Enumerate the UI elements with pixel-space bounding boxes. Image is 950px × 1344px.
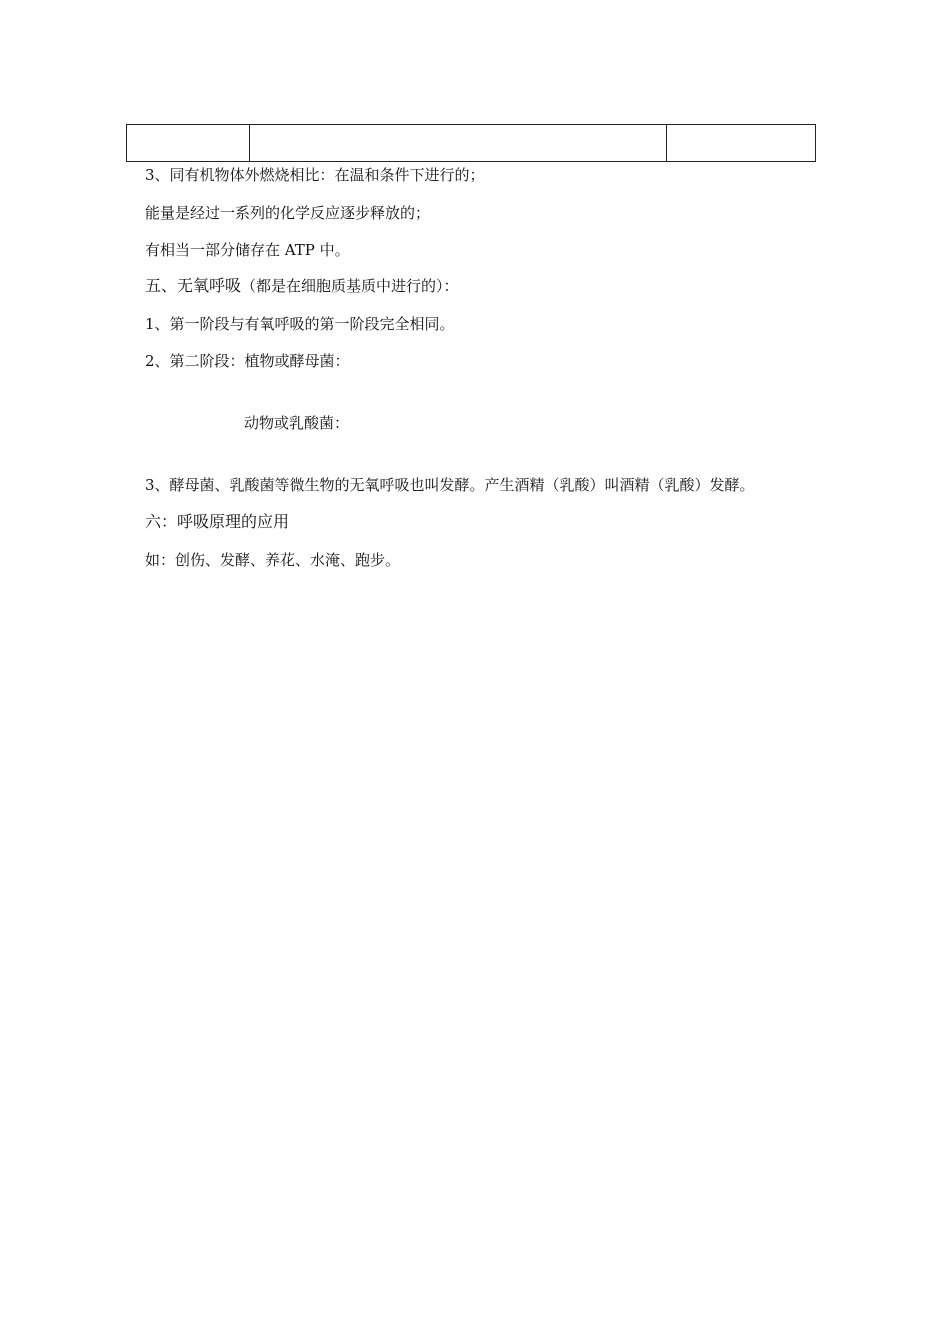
table-cell [127,125,250,162]
table-row [127,125,816,162]
section-heading-note: （都是在细胞质基质中进行的）： [241,277,459,295]
paragraph-line: 3、同有机物体外燃烧相比：在温和条件下进行的； [145,166,485,184]
paragraph-line: 2、第二阶段：植物或酵母菌： [145,352,350,370]
paragraph-line-indented: 动物或乳酸菌： [244,414,350,432]
paragraph-line: 如：创伤、发酵、养花、水淹、跑步。 [145,551,401,569]
paragraph-line: 1、第一阶段与有氧呼吸的第一阶段完全相同。 [145,315,455,333]
paragraph-line: 有相当一部分储存在 ATP 中。 [145,241,350,259]
paragraph-line: 3、酵母菌、乳酸菌等微生物的无氧呼吸也叫发酵。产生酒精（乳酸）叫酒精（乳酸）发酵。 [145,476,755,494]
table-cell [250,125,667,162]
table-cell [667,125,816,162]
section-heading-6: 六：呼吸原理的应用 [145,512,290,531]
table-fragment [126,124,816,162]
section-heading-5 [145,275,459,297]
paragraph-line: 能量是经过一系列的化学反应逐步释放的； [145,204,431,222]
section-heading-title: 五、无氧呼吸 [145,276,242,295]
